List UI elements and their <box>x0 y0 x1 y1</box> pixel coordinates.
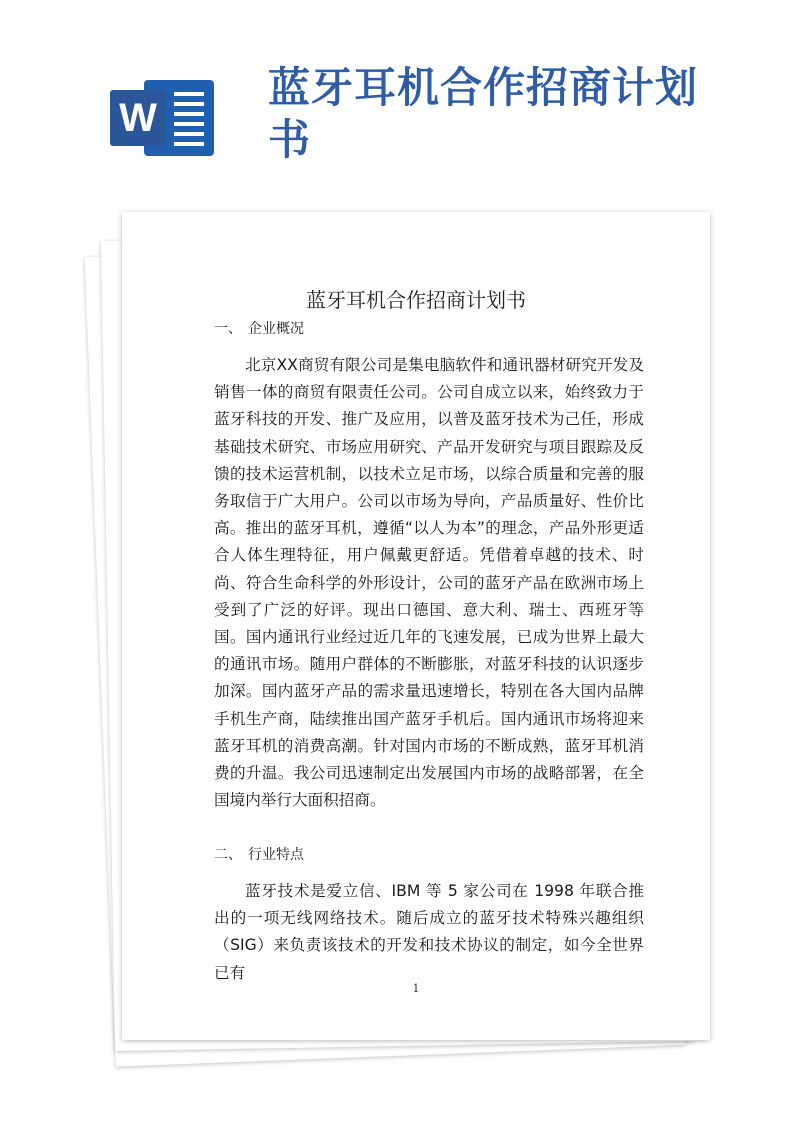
section-number: 一、 <box>214 321 242 337</box>
section-heading <box>214 318 304 338</box>
section-title: 行业特点 <box>248 847 304 863</box>
page-number: 1 <box>412 982 420 995</box>
section-number: 二、 <box>214 847 242 863</box>
section-paragraph: 蓝牙技术是爱立信、IBM 等 5 家公司在 1998 年联合推出的一项无线网络技术。随后成立的蓝牙技术特殊兴趣组织（SIG）来负责该技术的开发和技术协议的制定，如今全世界已有 <box>214 882 644 982</box>
banner-title: 蓝牙耳机合作招商计划书 <box>268 63 699 164</box>
section-paragraph: 北京XX商贸有限公司是集电脑软件和通讯器材研究开发及销售一体的商贸有限责任公司。公司自成立以来，始终致力于蓝牙科技的开发、推广及应用，以普及蓝牙技术为己任，形成基础技术研究、市场应用研究、产品开发研究与项目跟踪及反馈的技术运营机制，以技术立足市场，以综合质量和完善的服务取信于广大用户。公司以市场为导向，产品质量好、性价比高。推出的蓝牙耳机，遵循“以人为本”的理念，产品外形更适合人体生理特征，用户佩戴更舒适。凭借着卓越的技术、时尚、符合生命科学的外形设计，公司的蓝牙产品在欧洲市场上受到了广泛的好评。现出口德国、意大利、瑞士、西班牙等国。国内通讯行业经过近几年的飞速发展，已成为世界上最大的通讯市场。随用户群体的不断膨胀，对蓝牙科技的认识逐步加深。国内蓝牙产品的需求量迅速增长，特别在各大国内品牌手机生产商，陆续推出国产蓝牙手机后。国内通讯市场将迎来蓝牙耳机的消费高潮。针对国内市场的不断成熟，蓝牙耳机消费的升温。我公司迅速制定出发展国内市场的战略部署，在全国境内举行大面积招商。 <box>214 356 644 810</box>
word-letter-tile: W <box>110 90 166 146</box>
section-title: 企业概况 <box>248 321 304 337</box>
document-page <box>122 212 710 1040</box>
word-logo-icon <box>110 76 214 160</box>
section-heading <box>214 844 304 864</box>
document-title: 蓝牙耳机合作招商计划书 <box>306 288 526 312</box>
